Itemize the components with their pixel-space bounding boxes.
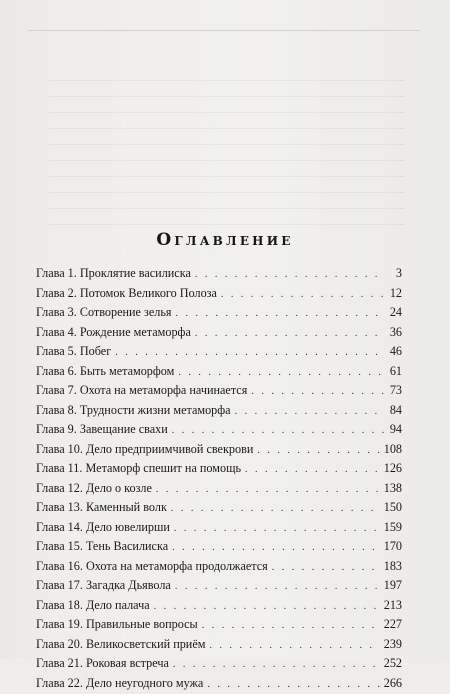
toc-entry	[36, 459, 402, 479]
toc-entry	[36, 303, 402, 323]
toc-entry	[36, 596, 402, 616]
page-number: 12	[388, 284, 402, 304]
chapter-title: Глава 12. Дело о козле	[36, 479, 152, 499]
toc-entry	[36, 284, 402, 304]
dot-leader	[195, 324, 384, 344]
dot-leader	[172, 538, 380, 558]
toc-entry	[36, 381, 402, 401]
dot-leader	[202, 616, 380, 636]
table-of-contents-heading: Оглавление	[0, 230, 450, 250]
bleed-through-texture	[0, 0, 450, 260]
page-number: 24	[388, 303, 402, 323]
dot-leader	[175, 577, 380, 597]
page-number: 183	[384, 557, 402, 577]
chapter-title: Глава 2. Потомок Великого Полоза	[36, 284, 217, 304]
dot-leader	[175, 304, 384, 324]
toc-entry	[36, 518, 402, 538]
page-number: 239	[384, 635, 402, 655]
toc-entry	[36, 557, 402, 577]
chapter-title: Глава 3. Сотворение зелья	[36, 303, 171, 323]
dot-leader	[172, 421, 384, 441]
dot-leader	[171, 499, 380, 519]
page-number: 61	[388, 362, 402, 382]
dot-leader	[257, 441, 379, 461]
dot-leader	[221, 285, 384, 305]
page-number: 36	[388, 323, 402, 343]
dot-leader	[173, 655, 380, 675]
chapter-title: Глава 15. Тень Василиска	[36, 537, 168, 557]
page-number: 170	[384, 537, 402, 557]
page-number: 3	[388, 264, 402, 284]
toc-entry	[36, 264, 402, 284]
page-number: 73	[388, 381, 402, 401]
dot-leader	[178, 363, 384, 383]
chapter-title: Глава 18. Дело палача	[36, 596, 150, 616]
page-number: 197	[384, 576, 402, 596]
toc-entry	[36, 323, 402, 343]
chapter-title: Глава 16. Охота на метаморфа продолжается	[36, 557, 268, 577]
chapter-title: Глава 9. Завещание свахи	[36, 420, 168, 440]
chapter-title: Глава 8. Трудности жизни метаморфа	[36, 401, 231, 421]
chapter-title: Глава 5. Побег	[36, 342, 111, 362]
dot-leader	[207, 675, 379, 694]
chapter-title: Глава 7. Охота на метаморфа начинается	[36, 381, 247, 401]
dot-leader	[195, 265, 384, 285]
toc-entry	[36, 401, 402, 421]
toc-entry	[36, 362, 402, 382]
dot-leader	[209, 636, 379, 656]
dot-leader	[235, 402, 384, 422]
toc-entry	[36, 420, 402, 440]
page-number: 126	[384, 459, 402, 479]
chapter-title: Глава 6. Быть метаморфом	[36, 362, 174, 382]
toc-entry	[36, 615, 402, 635]
page-number: 84	[388, 401, 402, 421]
dot-leader	[156, 480, 380, 500]
page-number: 213	[384, 596, 402, 616]
dot-leader	[272, 558, 380, 578]
chapter-title: Глава 17. Загадка Дьявола	[36, 576, 171, 596]
dot-leader	[245, 460, 380, 480]
page-number: 138	[384, 479, 402, 499]
table-of-contents	[36, 264, 402, 693]
chapter-title: Глава 22. Дело неугодного мужа	[36, 674, 203, 694]
chapter-title: Глава 19. Правильные вопросы	[36, 615, 198, 635]
toc-entry	[36, 479, 402, 499]
page-top-rule	[28, 30, 420, 31]
chapter-title: Глава 21. Роковая встреча	[36, 654, 169, 674]
page-number: 150	[384, 498, 402, 518]
chapter-title: Глава 11. Метаморф спешит на помощь	[36, 459, 241, 479]
dot-leader	[154, 597, 380, 617]
chapter-title: Глава 14. Дело ювелирши	[36, 518, 170, 538]
chapter-title: Глава 20. Великосветский приём	[36, 635, 205, 655]
chapter-title: Глава 13. Каменный волк	[36, 498, 167, 518]
page-number: 266	[384, 674, 402, 694]
page-number: 252	[384, 654, 402, 674]
page-number: 227	[384, 615, 402, 635]
page-number: 159	[384, 518, 402, 538]
toc-entry	[36, 498, 402, 518]
toc-entry	[36, 440, 402, 460]
chapter-title: Глава 4. Рождение метаморфа	[36, 323, 191, 343]
chapter-title: Глава 10. Дело предприимчивой свекрови	[36, 440, 253, 460]
toc-entry	[36, 654, 402, 674]
dot-leader	[174, 519, 380, 539]
toc-entry	[36, 537, 402, 557]
toc-entry	[36, 342, 402, 362]
page-number: 94	[388, 420, 402, 440]
page-number: 46	[388, 342, 402, 362]
toc-entry	[36, 674, 402, 694]
dot-leader	[251, 382, 384, 402]
toc-entry	[36, 576, 402, 596]
toc-entry	[36, 635, 402, 655]
dot-leader	[115, 343, 384, 363]
chapter-title: Глава 1. Проклятие василиска	[36, 264, 191, 284]
page-number: 108	[384, 440, 402, 460]
